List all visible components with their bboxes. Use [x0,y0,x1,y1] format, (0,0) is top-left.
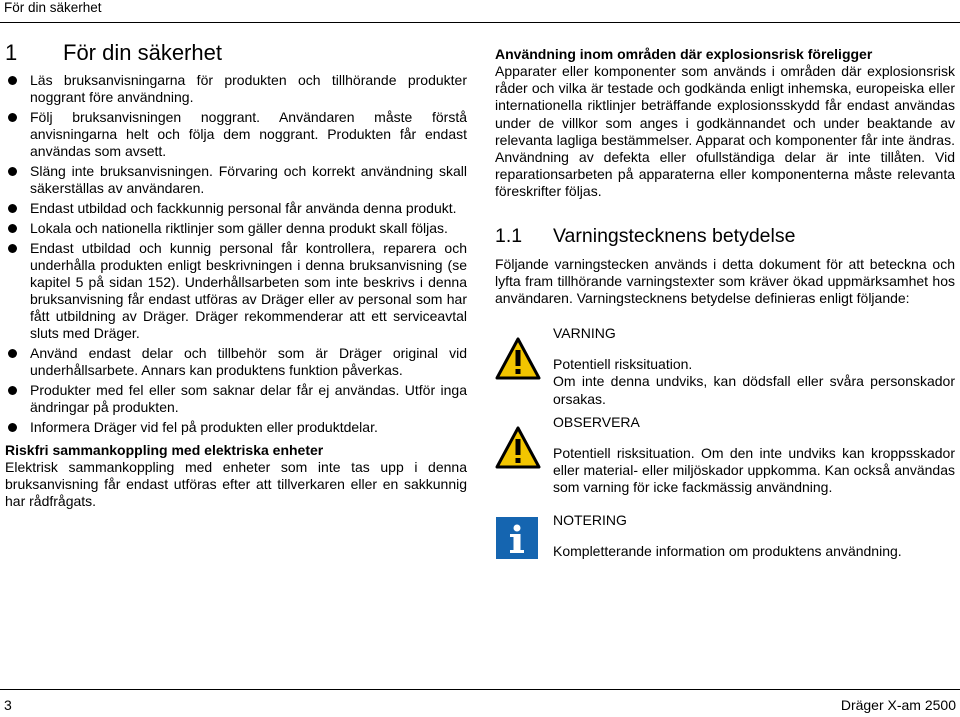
bullet-icon [8,167,17,176]
signal-warning [495,325,955,408]
left-column [5,40,467,511]
list-item: Endast utbildad och kunnig personal får kontrollera, reparera och underhålla produkten enligt beskrivningen i denna bruksanvisning (se kapitel 5 på sidan 152). Underhållsarbeten som inte beskrivs i denna bruksanvisning får endast utföras av Dräger eller av personal som har fått utbildning av Dräger. Dräger rekommenderar att ett serviceavtal sluts med Dräger. [5,240,467,342]
signal-caution [495,414,955,497]
warning-triangle-icon [495,325,553,408]
safety-list [5,72,467,436]
subsection-number: 1.1 [495,224,523,247]
signal-note [495,512,955,565]
risk-heading: Riskfri sammankoppling med elektriska enheter [5,442,324,458]
footer-rule [0,689,960,690]
signal-word-warning: VARNING [553,325,616,342]
subsection-title: Varningstecknens betydelse [553,224,796,247]
list-item: Använd endast delar och tillbehör som är Dräger original vid underhållsarbete. Annars kan produktens funktion påverkas. [5,345,467,379]
list-item: Informera Dräger vid fel på produkten eller produktdelar. [5,419,467,436]
page-number: 3 [4,697,12,713]
bullet-icon [8,349,17,358]
right-column [495,46,955,565]
section-title: För din säkerhet [63,40,222,65]
signal-text: Kompletterande information om produktens användning. [553,543,902,560]
info-icon [495,512,553,565]
section-heading [5,40,467,66]
header-rule [0,22,960,23]
bullet-icon [8,423,17,432]
product-name: Dräger X-am 2500 [840,697,956,713]
list-item: Endast utbildad och fackkunnig personal får använda denna produkt. [5,200,467,217]
bullet-icon [8,244,17,253]
signal-word-note: NOTERING [553,512,627,529]
list-item: Lokala och nationella riktlinjer som gäller denna produkt skall följas. [5,220,467,237]
signal-word-caution: OBSERVERA [553,413,640,430]
signal-text: Potentiell risksituation. [553,356,693,373]
running-header: För din säkerhet [4,0,102,15]
explosion-paragraph: Apparater eller komponenter som används i områden där explosionsrisk råder och vilka är testade och godkända enligt inhemska, europeiska eller internationella riktlinjer beträffande explosionsskydd får endast användas under de villkor som anges i godkännandet och under beaktande av relevanta lagliga bestämmelser. Apparat och komponenter får inte ändras. Användning av defekta eller ofullständiga delar är inte tillåten. Vid reparationsarbeten på apparaterna eller komponenterna måste relevanta föreskrifter följas. [495,63,955,200]
bullet-icon [8,224,17,233]
warning-triangle-icon [495,414,553,497]
bullet-icon [8,386,17,395]
explosion-heading: Användning inom områden där explosionsrisk föreligger [495,46,873,62]
bullet-icon [8,76,17,85]
list-item: Produkter med fel eller som saknar delar får ej användas. Utför inga ändringar på produkten. [5,382,467,416]
bullet-icon [8,113,17,122]
signal-text: Om inte denna undviks, kan dödsfall eller svåra personskador orsakas. [553,373,955,407]
signal-text: Potentiell risksituation. Om den inte undviks kan kroppsskador eller material- eller miljöskador uppkomma. Kan också användas som varning för icke fackmässig användning. [553,444,955,496]
intro-paragraph: Följande varningstecken används i detta dokument för att beteckna och lyfta fram tillhörande varningstexter som kräver ökad uppmärksamhet hos användaren. Varningstecknens betydelse definieras enligt följande: [495,255,955,307]
subsection-heading [495,225,955,248]
list-item: Följ bruksanvisningen noggrant. Användaren måste förstå anvisningarna helt och följa dem noggrant. Produkten får endast användas som avsett. [5,109,467,160]
risk-paragraph: Elektrisk sammankoppling med enheter som inte tas upp i denna bruksanvisning får endast utföras efter att tillverkaren eller en sakkunnig har rådfrågats. [5,459,467,510]
section-number: 1 [5,40,18,65]
list-item: Släng inte bruksanvisningen. Förvaring och korrekt användning skall säkerställas av användaren. [5,163,467,197]
list-item: Läs bruksanvisningarna för produkten och tillhörande produkter noggrant före användning. [5,72,467,106]
bullet-icon [8,204,17,213]
